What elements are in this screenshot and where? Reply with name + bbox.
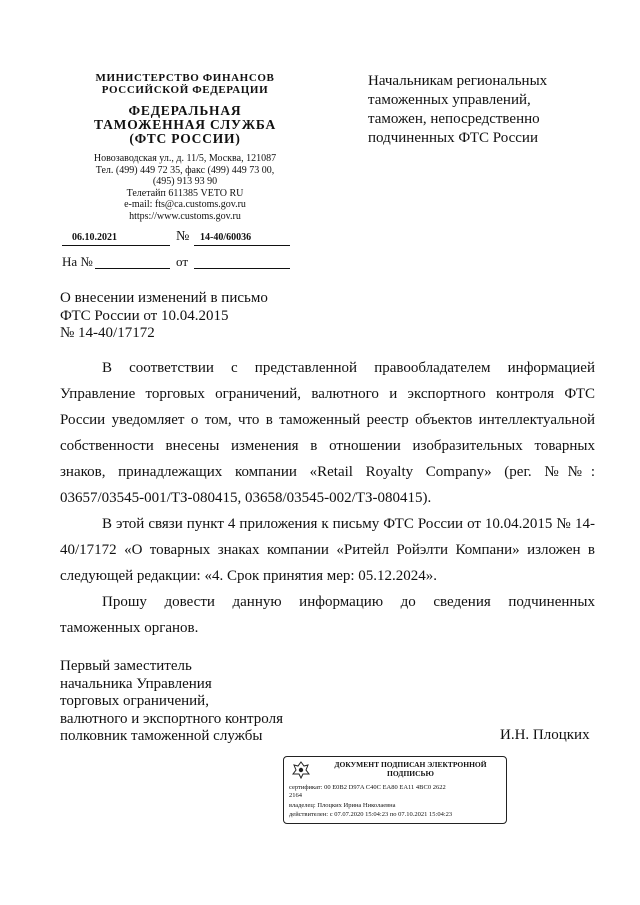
registration-number: 14-40/60036 xyxy=(200,232,252,243)
registration-date: 06.10.2021 xyxy=(72,232,117,243)
signature-block xyxy=(60,658,320,746)
stamp-title-line-1: ДОКУМЕНТ ПОДПИСАН ЭЛЕКТРОННОЙ xyxy=(334,760,487,769)
letter-subject xyxy=(60,290,320,343)
contact-details xyxy=(60,153,310,222)
stamp-validity: действителен: с 07.07.2020 15:04:23 по 07.10.2021 15:04:23 xyxy=(289,811,453,818)
date-underline xyxy=(62,245,170,246)
ministry-name xyxy=(60,72,310,96)
reference-from-label: от xyxy=(176,254,189,269)
signature-line-4: валютного и экспортного контроля xyxy=(60,710,283,727)
subject-line-2: ФТС России от 10.04.2015 xyxy=(60,307,229,324)
service-line-1: ФЕДЕРАЛЬНАЯ xyxy=(128,103,242,118)
service-line-3: (ФТС РОССИИ) xyxy=(129,131,241,146)
addressee-line-2: таможенных управлений, xyxy=(368,92,531,108)
reference-from-underline xyxy=(194,268,290,269)
subject-line-3: № 14-40/17172 xyxy=(60,325,155,341)
number-underline xyxy=(194,245,290,246)
addressee-line-1: Начальникам региональных xyxy=(368,73,548,89)
signature-line-2: начальника Управления xyxy=(60,675,212,692)
service-line-2: ТАМОЖЕННАЯ СЛУЖБА xyxy=(93,117,277,132)
addressee-line-3: таможен, непосредственно xyxy=(368,111,540,127)
addressee-line-4: подчиненных ФТС России xyxy=(368,130,538,146)
signature-line-1: Первый заместитель xyxy=(60,658,192,674)
stamp-certificate: сертификат: 00 E0B2 D97A C40C EA80 EA11 4BC0 2622 xyxy=(289,784,446,791)
contact-phone: Тел. (499) 449 72 35, факс (499) 449 73 00, xyxy=(95,164,275,176)
contact-website: https://www.customs.gov.ru xyxy=(129,210,241,222)
reference-label: На № xyxy=(62,254,93,269)
service-name xyxy=(60,104,310,146)
ministry-line-2: РОССИЙСКОЙ ФЕДЕРАЦИИ xyxy=(101,84,269,96)
reference-underline xyxy=(95,268,170,269)
stamp-owner: владелец: Плоцких Ирина Николаевна xyxy=(289,802,396,809)
contact-address: Новозаводская ул., д. 11/5, Москва, 121087 xyxy=(93,153,277,164)
stamp-title xyxy=(318,760,503,778)
subject-line-1: О внесении изменений в письмо xyxy=(60,290,268,306)
body-paragraph-2: В этой связи пункт 4 приложения к письму ФТС России от 10.04.2015 № 14-40/17172 «О товарных знаках компании «Ритейл Ройэлти Компани» изложен в следующей редакции: «4. Срок принятия мер: 05.12.2024». xyxy=(60,516,595,584)
contact-phone-2: (495) 913 93 90 xyxy=(152,176,218,187)
electronic-signature-stamp xyxy=(283,756,507,824)
stamp-title-line-2: ПОДПИСЬЮ xyxy=(387,769,434,778)
signature-line-5: полковник таможенной службы xyxy=(60,728,263,744)
ministry-line-1: МИНИСТЕРСТВО ФИНАНСОВ xyxy=(95,72,275,84)
contact-email: e-mail: fts@ca.customs.gov.ru xyxy=(124,199,246,210)
number-sign: № xyxy=(176,229,190,244)
body-paragraph-1: В соответствии с представленной правообладателем информацией Управление торговых ограничений, валютного и экспортного контроля ФТС России уведомляет о том, что в таможенный реестр объектов интеллектуальной собственности внесены изменения в отношении изобразительных товарных знаков, принадлежащих компании «Retail Royalty Company» (рег. №№: 03657/03545-001/ТЗ-080415, 03658/03545-002/ТЗ-080415). xyxy=(60,360,595,506)
stamp-certificate-cont: 2164 xyxy=(289,792,302,799)
contact-teletype: Телетайп 611385 VETO RU xyxy=(126,187,244,199)
signature-line-3: торговых ограничений, xyxy=(60,693,209,709)
body-paragraph-3: Прошу довести данную информацию до сведения подчиненных таможенных органов. xyxy=(60,594,595,636)
signer-name: И.Н. Плоцких xyxy=(500,727,590,743)
emblem-icon xyxy=(290,760,312,780)
addressee-block xyxy=(368,72,608,148)
